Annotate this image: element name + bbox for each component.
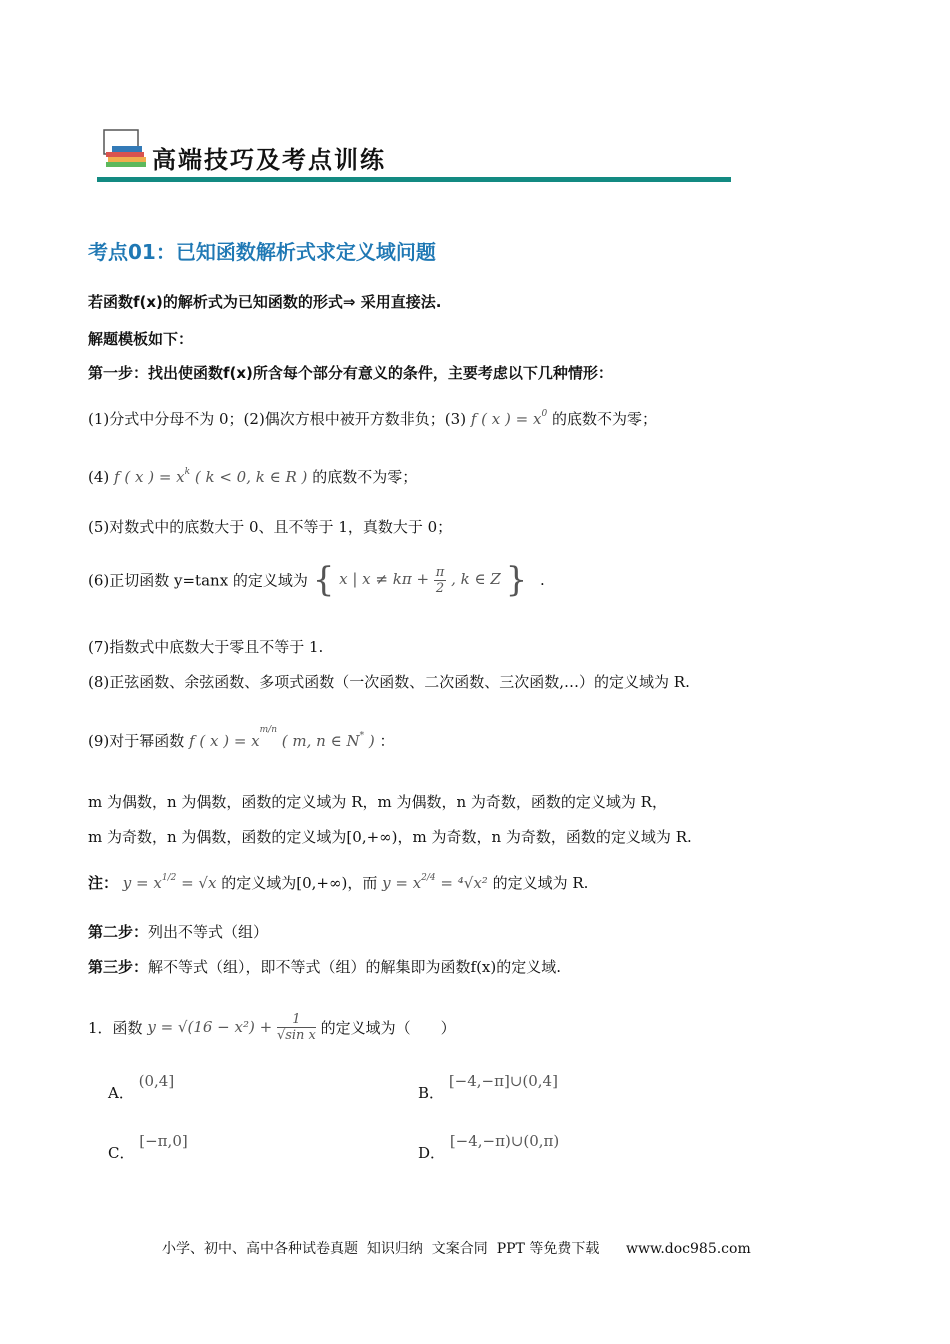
option-a-value: (0,4] [138, 1072, 175, 1090]
item-4-label: (4) [88, 468, 110, 486]
banner-rule [97, 177, 731, 182]
item-1-3 [88, 408, 657, 429]
option-c-value: [−π,0] [139, 1132, 188, 1150]
formula-power-function: f ( x ) = $x^{m/n}$ ( m, n ∈ N* ) [189, 725, 375, 750]
item-4 [88, 466, 417, 487]
intro-line-1: 若函数f(x)的解析式为已知函数的形式⇒ 采用直接法. [88, 293, 442, 311]
case-line-2: m 为奇数，n 为偶数，函数的定义域为[0,+∞)，m 为奇数，n 为奇数，函数的定义域为 R. [88, 828, 692, 846]
item-1-3-text: (1)分式中分母不为 0；(2)偶次方根中被开方数非负；(3) [88, 410, 467, 428]
note-label: 注： [88, 874, 119, 892]
item-1-3-tail: 的底数不为零； [551, 410, 657, 428]
item-6-text: (6)正切函数 y=tanx 的定义域为 [88, 571, 308, 590]
formula-x0: f ( x ) = $x^0$ [470, 409, 548, 428]
step-2-text: 列出不等式（组） [148, 923, 269, 941]
option-d-label: D． [418, 1144, 446, 1162]
option-c[interactable] [108, 1132, 188, 1163]
question-prefix: 1．函数 [88, 1019, 143, 1037]
item-6-tail: . [539, 571, 545, 589]
step-1: 第一步：找出使函数f(x)所含每个部分有意义的条件，主要考虑以下几种情形： [88, 364, 613, 382]
option-d-value: [−4,−π)∪(0,π) [449, 1132, 560, 1150]
item-9-text: (9)对于幂函数 [88, 732, 185, 750]
banner-title: 高端技巧及考点训练 [152, 146, 386, 174]
item-7: (7)指数式中底数大于零且不等于 1. [88, 638, 324, 656]
option-a-label: A． [108, 1084, 134, 1102]
page-footer: 小学、初中、高中各种试卷真题 知识归纳 文案合同 PPT 等免费下载 www.doc985.com [162, 1241, 751, 1257]
formula-tan-domain: { x | x ≠ kπ + $\frac{\pi}{2}$ , k ∈ Z } [312, 560, 528, 600]
option-a[interactable] [108, 1072, 175, 1103]
item-5: (5)对数式中的底数大于 0、且不等于 1，真数大于 0； [88, 518, 453, 536]
option-b-label: B． [418, 1084, 445, 1102]
question-suffix: 的定义域为（ ） [320, 1019, 456, 1037]
section-heading: 考点01：已知函数解析式求定义域问题 [88, 240, 436, 264]
case-line-1: m 为偶数，n 为偶数，函数的定义域为 R，m 为偶数，n 为奇数，函数的定义域为 R， [88, 793, 667, 811]
item-8: (8)正弦函数、余弦函数、多项式函数（一次函数、二次函数、三次函数,…）的定义域为 R. [88, 673, 690, 691]
note-text-a: 的定义域为[0,+∞)，而 [221, 874, 378, 892]
option-c-label: C． [108, 1144, 135, 1162]
option-b-value: [−4,−π]∪(0,4] [448, 1072, 558, 1090]
item-9-tail: ： [379, 732, 395, 750]
formula-fourth-root: $y = x^{2/4} = ^4√x^2$ [382, 873, 488, 892]
question-1 [88, 1012, 456, 1043]
step-2-label: 第二步： [88, 923, 149, 941]
banner-icon [100, 128, 150, 168]
step-3 [88, 956, 561, 977]
formula-sqrt-x: $y = x^{1/2} = √x$ [122, 873, 217, 892]
step-3-text: 解不等式（组），即不等式（组）的解集即为函数f(x)的定义域. [148, 958, 562, 976]
book-stack-icon [100, 128, 150, 168]
item-4-tail: 的底数不为零； [312, 468, 418, 486]
question-formula: y = √(16 − x²) + $\frac{1}{\text{√sin x}}$ [147, 1012, 316, 1043]
option-d[interactable] [418, 1132, 560, 1163]
step-2 [88, 921, 268, 942]
intro-line-2: 解题模板如下： [88, 330, 194, 348]
item-6 [88, 560, 545, 600]
option-b[interactable] [418, 1072, 558, 1103]
item-9 [88, 725, 395, 751]
note-text-b: 的定义域为 R. [492, 874, 589, 892]
note [88, 872, 588, 893]
step-3-label: 第三步： [88, 958, 149, 976]
formula-xk: f ( x ) = $x^k$ ( k < 0, k ∈ R ) [114, 467, 308, 486]
